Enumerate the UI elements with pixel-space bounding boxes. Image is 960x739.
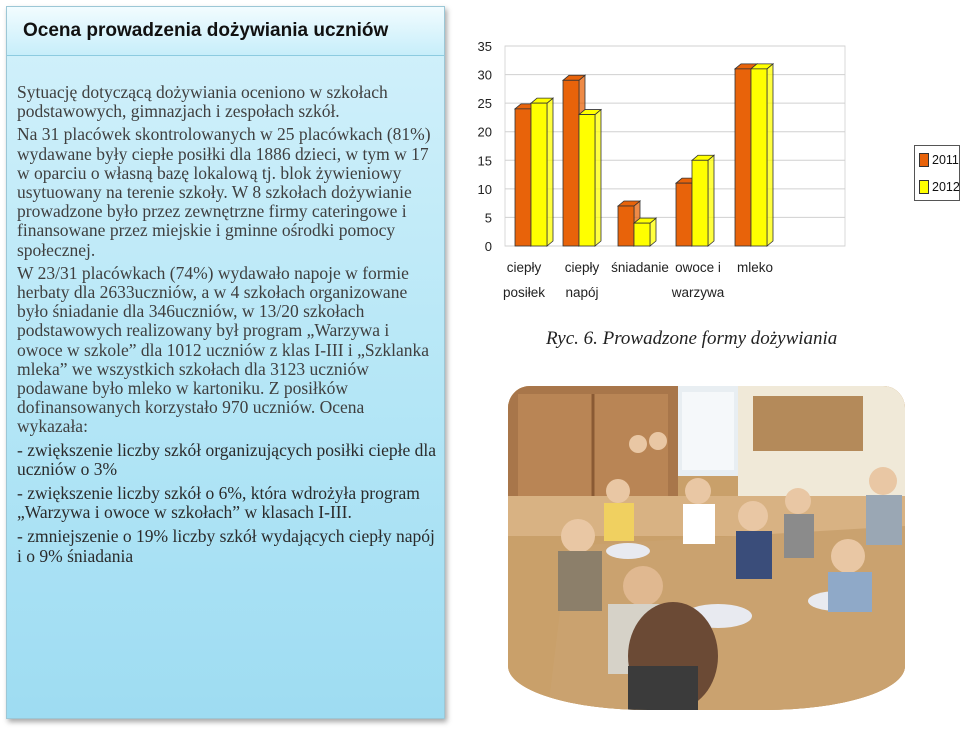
x-tick-label: mleko bbox=[736, 260, 774, 275]
legend-swatch bbox=[919, 180, 929, 194]
bar-front bbox=[531, 103, 547, 246]
legend-item-2012 bbox=[919, 179, 960, 195]
paragraph-drinks: W 23/31 placówkach (74%) wydawało napoje w formie herbaty dla 2633uczniów, a w 4 szkołach organizowane było śniadanie dla 346uczniów, w 13/20 szkołach podstawowych realizowany był program „Warzywa i owoce w szkole” dla 1012 uczniów z klas I-III i „Szklanka mleka” we wszystkich szkołach dla 3123 uczniów podawane było mleko w kartoniku. Z posiłków dofinansowanych korzystało 970 uczniów. Ocena wykazała: bbox=[17, 262, 430, 437]
bar-front bbox=[563, 80, 579, 246]
classroom-photo bbox=[508, 386, 905, 710]
bar-2012-4 bbox=[751, 64, 773, 246]
finding-hot-meals: - zwiększenie liczby szkół organizujących posiłki ciepłe dla uczniów o 3% bbox=[17, 439, 437, 479]
y-tick-label: 35 bbox=[477, 39, 492, 54]
x-tick-label: ciepły bbox=[506, 260, 542, 275]
bar-front bbox=[692, 160, 708, 246]
bar-2012-1 bbox=[579, 110, 601, 246]
y-tick-label: 30 bbox=[477, 67, 492, 83]
bar-front bbox=[618, 206, 634, 246]
bar-chart bbox=[466, 34, 960, 304]
x-tick-label: ciepły bbox=[564, 260, 600, 275]
bar-front bbox=[579, 115, 595, 246]
y-tick-label: 15 bbox=[477, 153, 492, 169]
panel-title: Ocena prowadzenia dożywiania uczniów bbox=[23, 20, 389, 41]
bar-2012-3 bbox=[692, 155, 714, 246]
bar-front bbox=[735, 69, 751, 246]
bar-side bbox=[767, 64, 773, 246]
bar-front bbox=[751, 69, 767, 246]
paragraph-hot-meals: Na 31 placówek skontrolowanych w 25 placówkach (81%) wydawane były ciepłe posiłki dla 1886 dzieci, w tym w 17 w oparciu o własną bazę lokalową tj. blok żywieniowy usytuowany na terenie szkoły. W 8 szkołach dożywianie prowadzone było przez zewnętrzne firmy cateringowe i finansowane przez miejskie i gminne ośrodki pomocy społecznej. bbox=[17, 124, 431, 260]
bar-side bbox=[708, 155, 714, 246]
legend-item-2011 bbox=[919, 152, 959, 168]
bar-front bbox=[676, 183, 692, 246]
x-tick-label: śniadanie bbox=[611, 260, 669, 275]
x-tick-label: owoce i bbox=[675, 260, 721, 275]
x-tick-label: napój bbox=[565, 285, 599, 300]
y-tick-label: 5 bbox=[484, 210, 492, 226]
legend-swatch bbox=[919, 153, 929, 167]
paragraph-intro: Sytuację dotyczącą dożywiania oceniono w szkołach podstawowych, gimnazjach i zespołach szkół. bbox=[17, 82, 388, 122]
legend-label: 2011 bbox=[932, 153, 959, 167]
panel-title-bar bbox=[7, 7, 444, 56]
bar-side bbox=[547, 98, 553, 246]
y-tick-label: 20 bbox=[477, 124, 492, 140]
figure-caption: Ryc. 6. Prowadzone formy dożywiania bbox=[546, 328, 838, 349]
x-tick-label: posiłek bbox=[502, 285, 546, 300]
finding-decrease: - zmniejszenie o 19% liczby szkół wydających ciepły napój i o 9% śniadania bbox=[17, 526, 435, 566]
x-tick-label: warzywa bbox=[671, 285, 725, 300]
finding-fruit-program: - zwiększenie liczby szkół o 6%, która wdrożyła program „Warzywa i owoce w szkołach” w klasach I-III. bbox=[17, 483, 420, 523]
bar-front bbox=[634, 223, 650, 246]
legend-label: 2012 bbox=[932, 180, 960, 194]
chart-legend bbox=[914, 145, 960, 201]
y-tick-label: 25 bbox=[477, 96, 492, 112]
panel-body bbox=[17, 83, 437, 571]
bar-front bbox=[515, 109, 531, 246]
bar-2012-2 bbox=[634, 218, 656, 246]
plot-area bbox=[505, 46, 845, 246]
bar-side bbox=[595, 110, 601, 246]
y-tick-label: 10 bbox=[477, 181, 492, 197]
y-tick-label: 0 bbox=[484, 239, 492, 254]
text-panel bbox=[6, 6, 445, 719]
bar-2012-0 bbox=[531, 98, 553, 246]
